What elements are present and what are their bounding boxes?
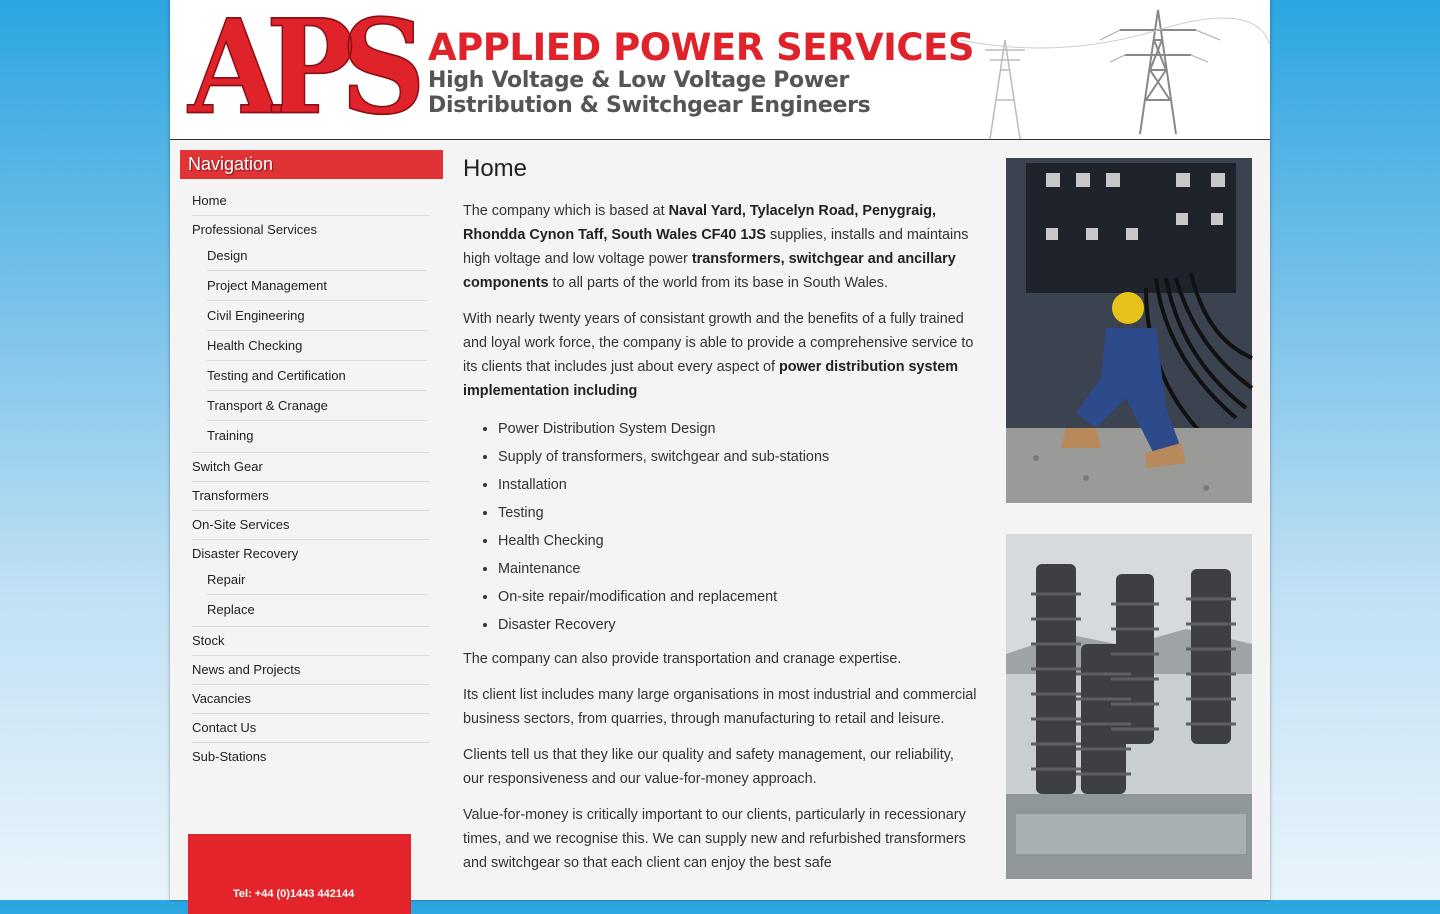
nav-subgroup-disaster — [192, 565, 430, 627]
nav-item-stock[interactable]: Stock — [192, 627, 430, 656]
intro-text-e: to all parts of the world from its base in South Wales. — [548, 275, 888, 291]
aps-logo[interactable] — [188, 0, 412, 144]
list-item: • Installation — [498, 471, 978, 499]
list-item: • Health Checking — [498, 527, 978, 555]
phone-number: Tel: +44 (0)1443 442144 — [233, 888, 355, 900]
value-paragraph: Value-for-money is critically important to our clients, particularly in recessionary times, and we recognise this. We can supply new and refurbished transformers and switchgear so that each client can enjoy the best safe — [463, 807, 966, 871]
nav-list — [180, 179, 443, 771]
cranage-paragraph: The company can also provide transportation and cranage expertise. — [463, 651, 902, 667]
nav-item-testing-certification[interactable]: Testing and Certification — [207, 361, 427, 391]
nav-item-sub-stations[interactable]: Sub-Stations — [192, 749, 267, 764]
company-address: Naval Yard, Tylacelyn Road, Penygraig, Rhondda Cynon Taff, South Wales CF40 1JS — [463, 203, 936, 243]
list-item: • On-site repair/modification and replacement — [498, 583, 978, 611]
pylon-graphic — [960, 0, 1270, 139]
clients-paragraph: Its client list includes many large organisations in most industrial and commercial business sectors, from quarries, through manufacturing to retail and leisure. — [463, 687, 977, 727]
nav-item-switch-gear[interactable]: Switch Gear — [192, 453, 430, 482]
main-content — [463, 155, 978, 887]
nav-item-home[interactable]: Home — [192, 187, 430, 216]
nav-item-civil-engineering[interactable]: Civil Engineering — [207, 301, 427, 331]
nav-item-transformers[interactable]: Transformers — [192, 482, 430, 511]
growth-text: With nearly twenty years of consistant growth and the benefits of a fully trained and loyal work force, the company is able to provide a comprehensive service to its clients that includes just about every aspect of — [463, 311, 974, 375]
quality-paragraph: Clients tell us that they like our quality and safety management, our reliability, our responsiveness and our value-for-money approach. — [463, 747, 954, 787]
brand-subtitle-line2: Distribution & Switchgear Engineers — [428, 93, 871, 118]
nav-item-vacancies[interactable]: Vacancies — [192, 685, 430, 714]
intro-text-a: The company which is based at — [463, 203, 669, 219]
nav-item-replace[interactable]: Replace — [207, 602, 255, 617]
list-item: • Disaster Recovery — [498, 611, 978, 639]
nav-item-disaster-recovery[interactable]: Disaster Recovery — [192, 546, 299, 561]
services-list — [463, 415, 978, 639]
nav-item-transport-cranage[interactable]: Transport & Cranage — [207, 391, 427, 421]
growth-highlight: power distribution system implementation including — [463, 359, 959, 399]
brand-title: APPLIED POWER SERVICES — [428, 26, 975, 69]
nav-subgroup-professional — [192, 241, 430, 453]
engineer-photo — [1006, 158, 1252, 503]
intro-paragraph — [463, 199, 978, 295]
sidebar — [180, 150, 443, 900]
list-item: • Maintenance — [498, 555, 978, 583]
phone-banner[interactable] — [188, 834, 411, 914]
list-item: • Power Distribution System Design — [498, 415, 978, 443]
nav-item-health-checking[interactable]: Health Checking — [207, 331, 427, 361]
list-item: • Testing — [498, 499, 978, 527]
intro-text-c: supplies, installs and maintains high voltage and low voltage power — [463, 227, 969, 267]
page-container — [170, 0, 1270, 900]
nav-item-training[interactable]: Training — [207, 428, 254, 443]
nav-item-contact-us[interactable]: Contact Us — [192, 714, 430, 743]
products-highlight: transformers, switchgear and ancillary components — [463, 251, 956, 291]
nav-item-professional-services[interactable]: Professional Services — [192, 222, 317, 237]
list-item: • Supply of transformers, switchgear and sub-stations — [498, 443, 978, 471]
brand-subtitle-line1: High Voltage & Low Voltage Power — [428, 68, 850, 93]
nav-item-repair[interactable]: Repair — [207, 565, 427, 595]
page-title: Home — [463, 155, 528, 182]
nav-heading: Navigation — [180, 150, 443, 179]
site-header — [170, 0, 1270, 144]
svg-text:APS: APS — [188, 0, 412, 144]
nav-item-design[interactable]: Design — [207, 241, 427, 271]
nav-item-project-management[interactable]: Project Management — [207, 271, 427, 301]
nav-item-on-site-services[interactable]: On-Site Services — [192, 511, 430, 540]
nav-item-news-projects[interactable]: News and Projects — [192, 656, 430, 685]
growth-paragraph — [463, 307, 978, 403]
transformer-photo — [1006, 534, 1252, 879]
